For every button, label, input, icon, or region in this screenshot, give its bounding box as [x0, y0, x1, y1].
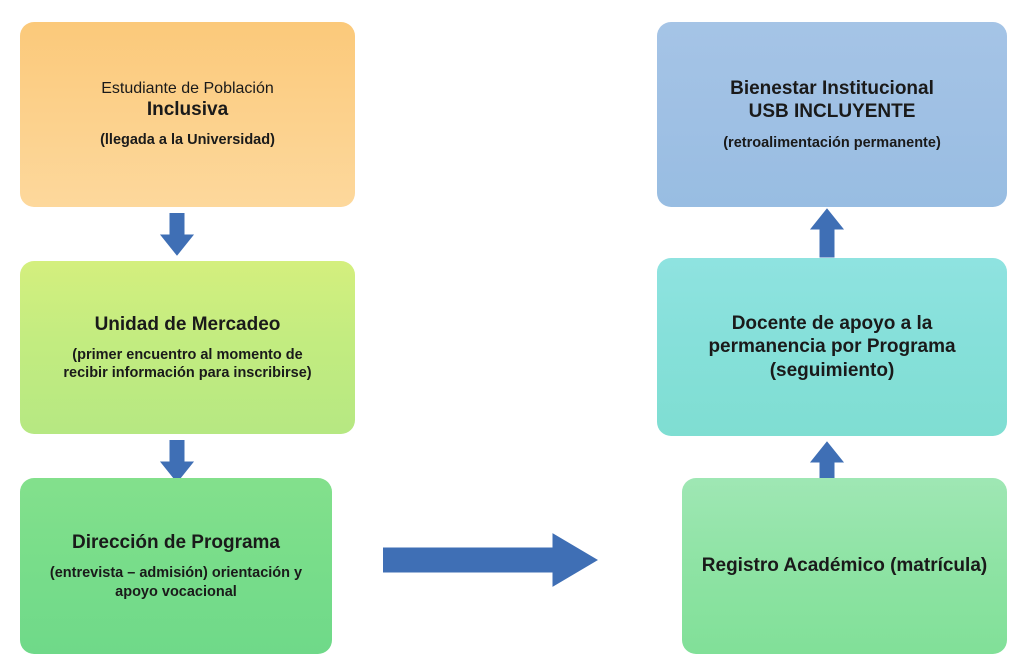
arrow-down-icon-estudiante-to-mercadeo: [155, 213, 199, 257]
node-docente-title-line3: (seguimiento): [769, 359, 895, 381]
node-direccion-subtitle-line1: (entrevista – admisión) orientación y: [49, 565, 303, 582]
node-registro-academico[interactable]: [682, 478, 1007, 654]
node-unidad-de-mercadeo[interactable]: [20, 261, 355, 434]
node-mercadeo-subtitle: [63, 346, 311, 382]
node-bienestar-title-line2: USB INCLUYENTE: [748, 101, 916, 123]
node-registro-title: Registro Académico (matrícula): [701, 555, 988, 577]
node-docente-de-apoyo[interactable]: [657, 258, 1007, 436]
node-direccion-subtitle: [50, 564, 302, 600]
node-direccion-subtitle-line2: apoyo vocacional: [115, 583, 237, 600]
node-bienestar-institucional[interactable]: [657, 22, 1007, 207]
node-estudiante-title-line2: Inclusiva: [146, 98, 229, 120]
node-docente-title-line1: Docente de apoyo a la: [731, 313, 933, 335]
node-estudiante-title-line1: Estudiante de Población: [101, 79, 274, 97]
arrow-up-icon-docente-to-bienestar: [805, 207, 849, 259]
node-estudiante-title: [101, 80, 274, 121]
node-bienestar-subtitle: (retroalimentación permanente): [723, 134, 941, 151]
node-direccion-title: Dirección de Programa: [71, 532, 281, 554]
node-estudiante-poblacion-inclusiva[interactable]: [20, 22, 355, 207]
arrow-right-icon-direccion-to-registro: [383, 530, 599, 590]
node-direccion-de-programa[interactable]: [20, 478, 332, 654]
node-bienestar-title: [730, 77, 934, 123]
node-bienestar-title-line1: Bienestar Institucional: [730, 78, 934, 100]
node-estudiante-subtitle: (llegada a la Universidad): [100, 132, 275, 149]
node-mercadeo-subtitle-line1: (primer encuentro al momento de: [72, 346, 303, 363]
node-mercadeo-subtitle-line2: recibir información para inscribirse): [63, 365, 312, 382]
node-docente-title: [708, 312, 955, 382]
node-mercadeo-title: Unidad de Mercadeo: [94, 313, 281, 335]
node-docente-title-line2: permanencia por Programa: [708, 336, 956, 358]
